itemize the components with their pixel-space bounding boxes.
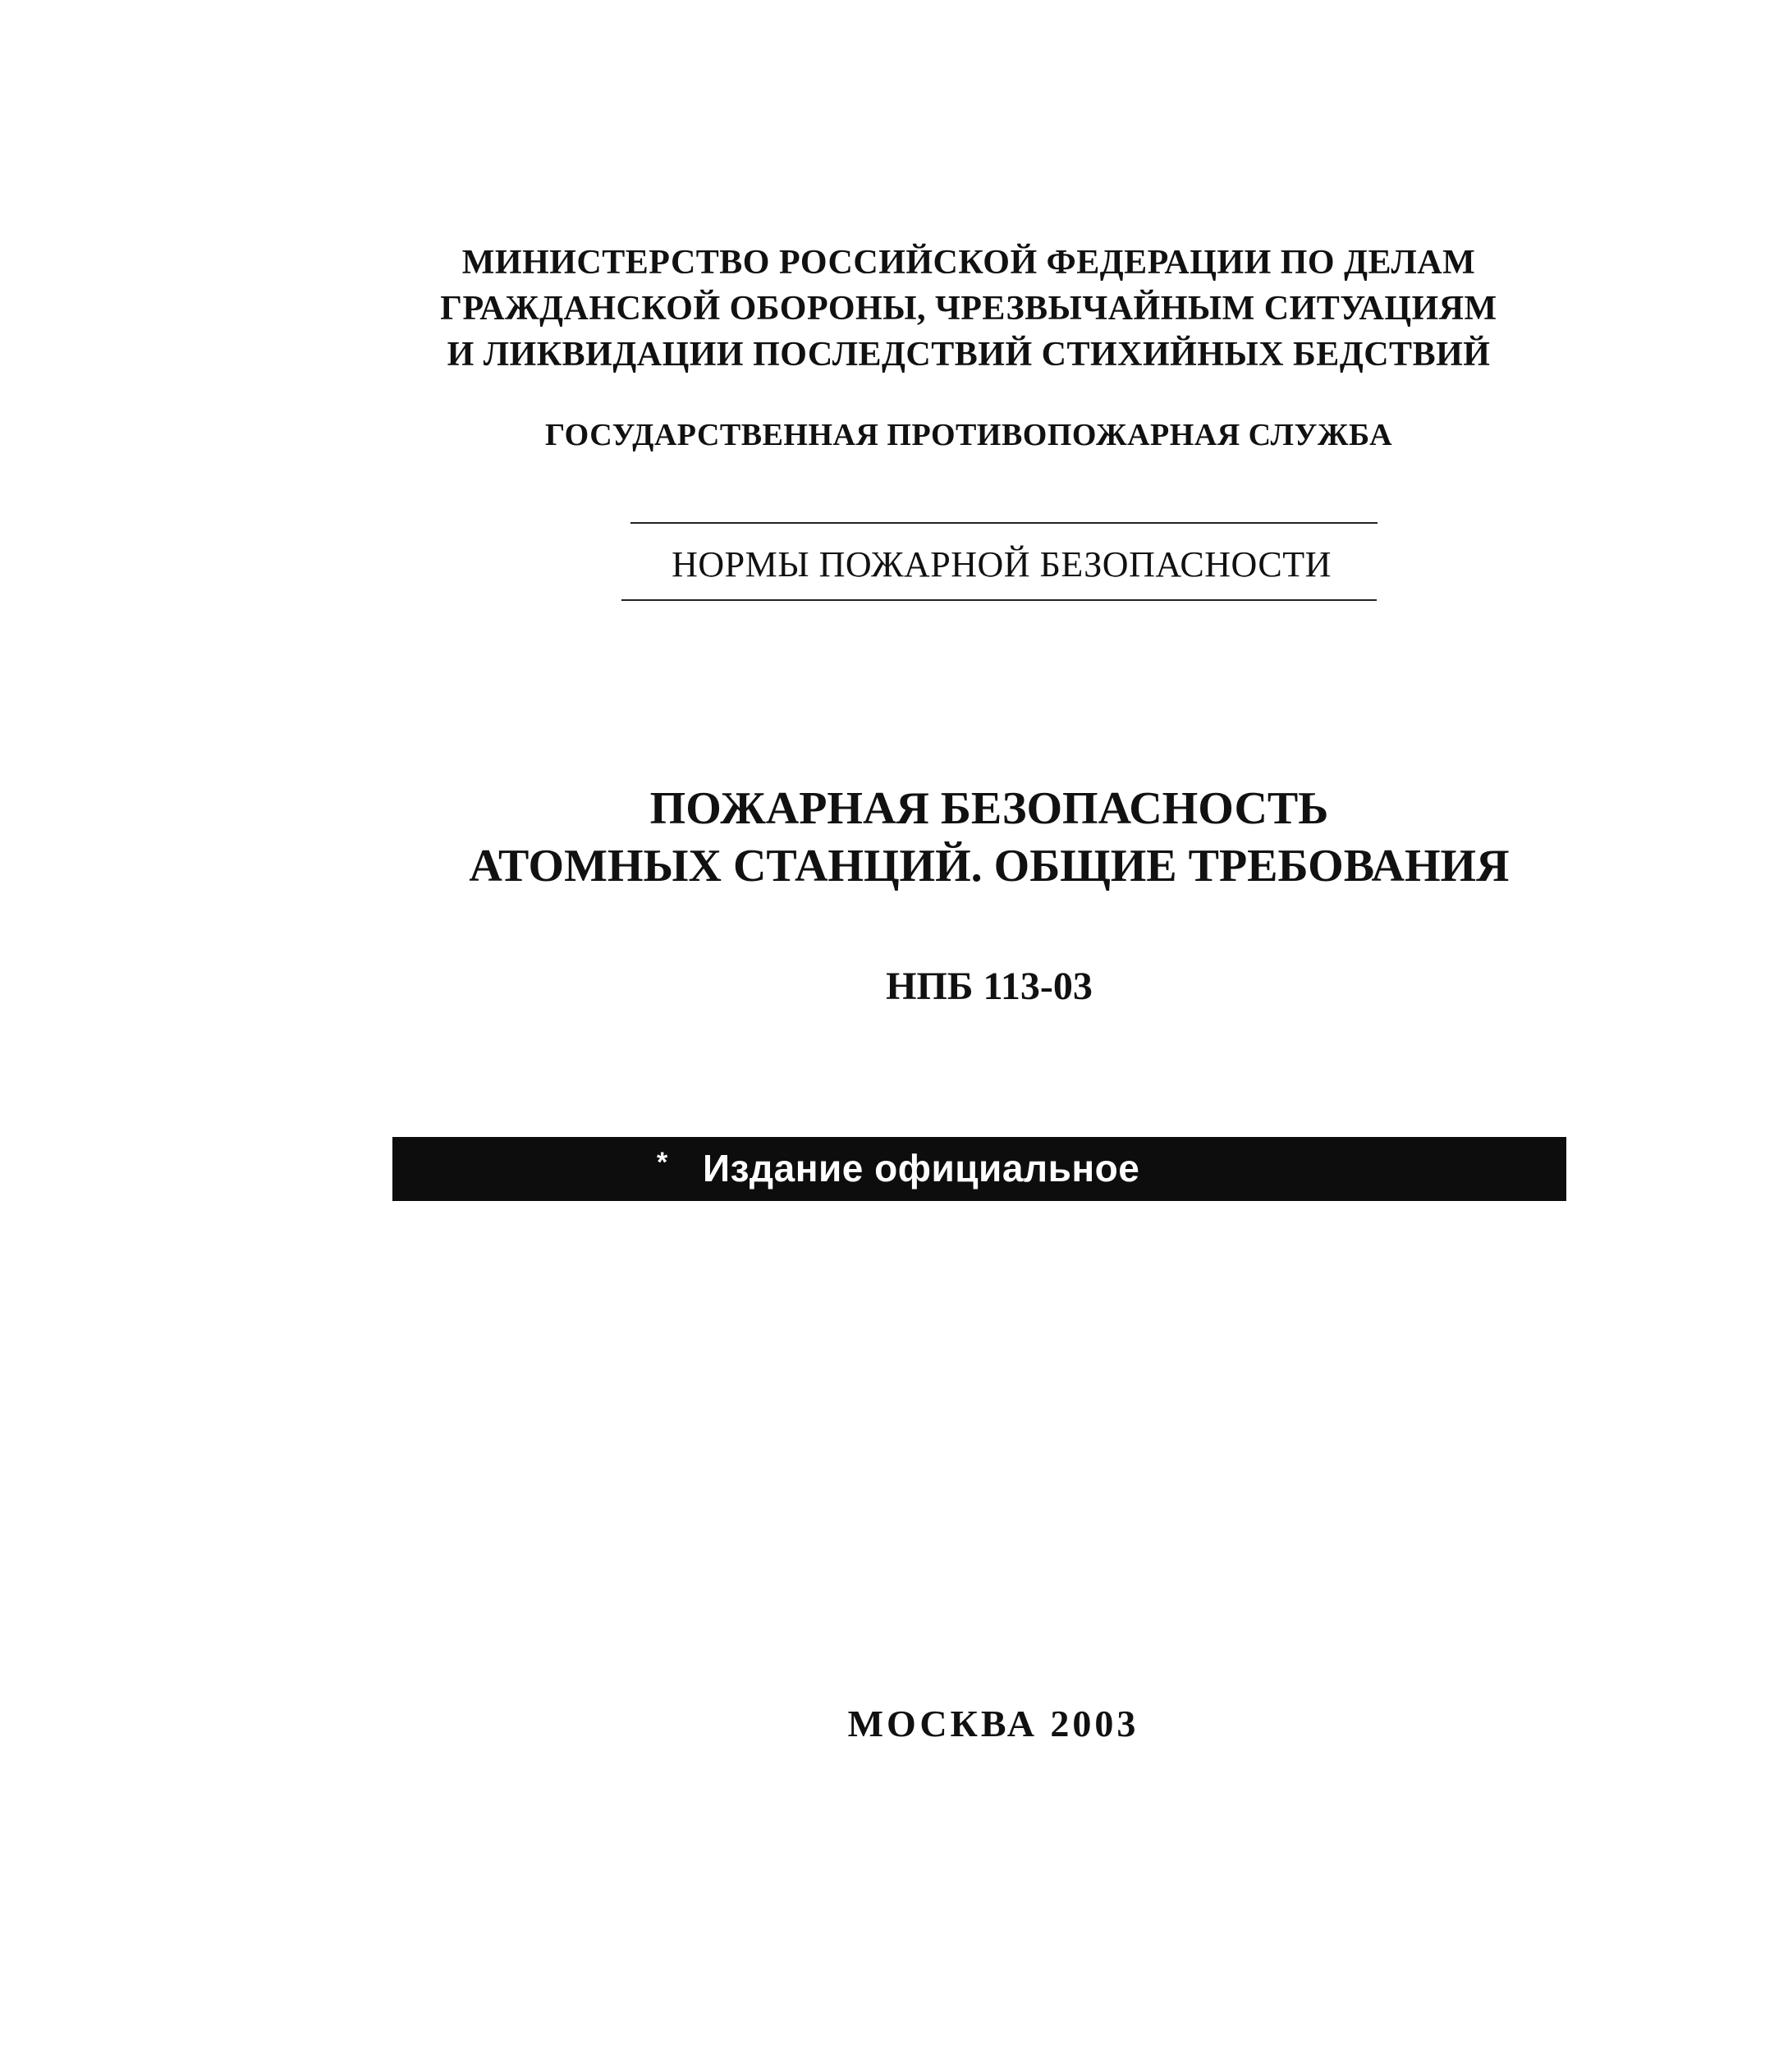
norms-heading: НОРМЫ ПОЖАРНОЙ БЕЗОПАСНОСТИ xyxy=(672,544,1332,584)
ministry-line-1: МИНИСТЕРСТВО РОССИЙСКОЙ ФЕДЕРАЦИИ ПО ДЕЛАМ xyxy=(461,244,1476,282)
document-title-line-2: АТОМНЫХ СТАНЦИЙ. ОБЩИЕ ТРЕБОВАНИЯ xyxy=(469,841,1510,892)
norms-bottom-rule xyxy=(621,599,1377,601)
norms-top-rule xyxy=(630,522,1378,524)
ministry-line-3: И ЛИКВИДАЦИИ ПОСЛЕДСТВИЙ СТИХИЙНЫХ БЕДСТВИЙ xyxy=(447,336,1491,374)
document-title xyxy=(386,780,1593,895)
official-edition-band xyxy=(392,1137,1566,1201)
star-icon: * xyxy=(657,1147,668,1178)
document-title-line-1: ПОЖАРНАЯ БЕЗОПАСНОСТЬ xyxy=(649,783,1329,834)
ministry-heading xyxy=(394,240,1543,378)
document-code: НПБ 113-03 xyxy=(886,965,1093,1008)
publication-city-year: МОСКВА 2003 xyxy=(847,1703,1139,1744)
official-edition-label: Издание официальное xyxy=(703,1147,1140,1190)
service-heading: ГОСУДАРСТВЕННАЯ ПРОТИВОПОЖАРНАЯ СЛУЖБА xyxy=(544,418,1393,452)
ministry-line-2: ГРАЖДАНСКОЙ ОБОРОНЫ, ЧРЕЗВЫЧАЙНЫМ СИТУАЦИЯМ xyxy=(440,290,1497,328)
